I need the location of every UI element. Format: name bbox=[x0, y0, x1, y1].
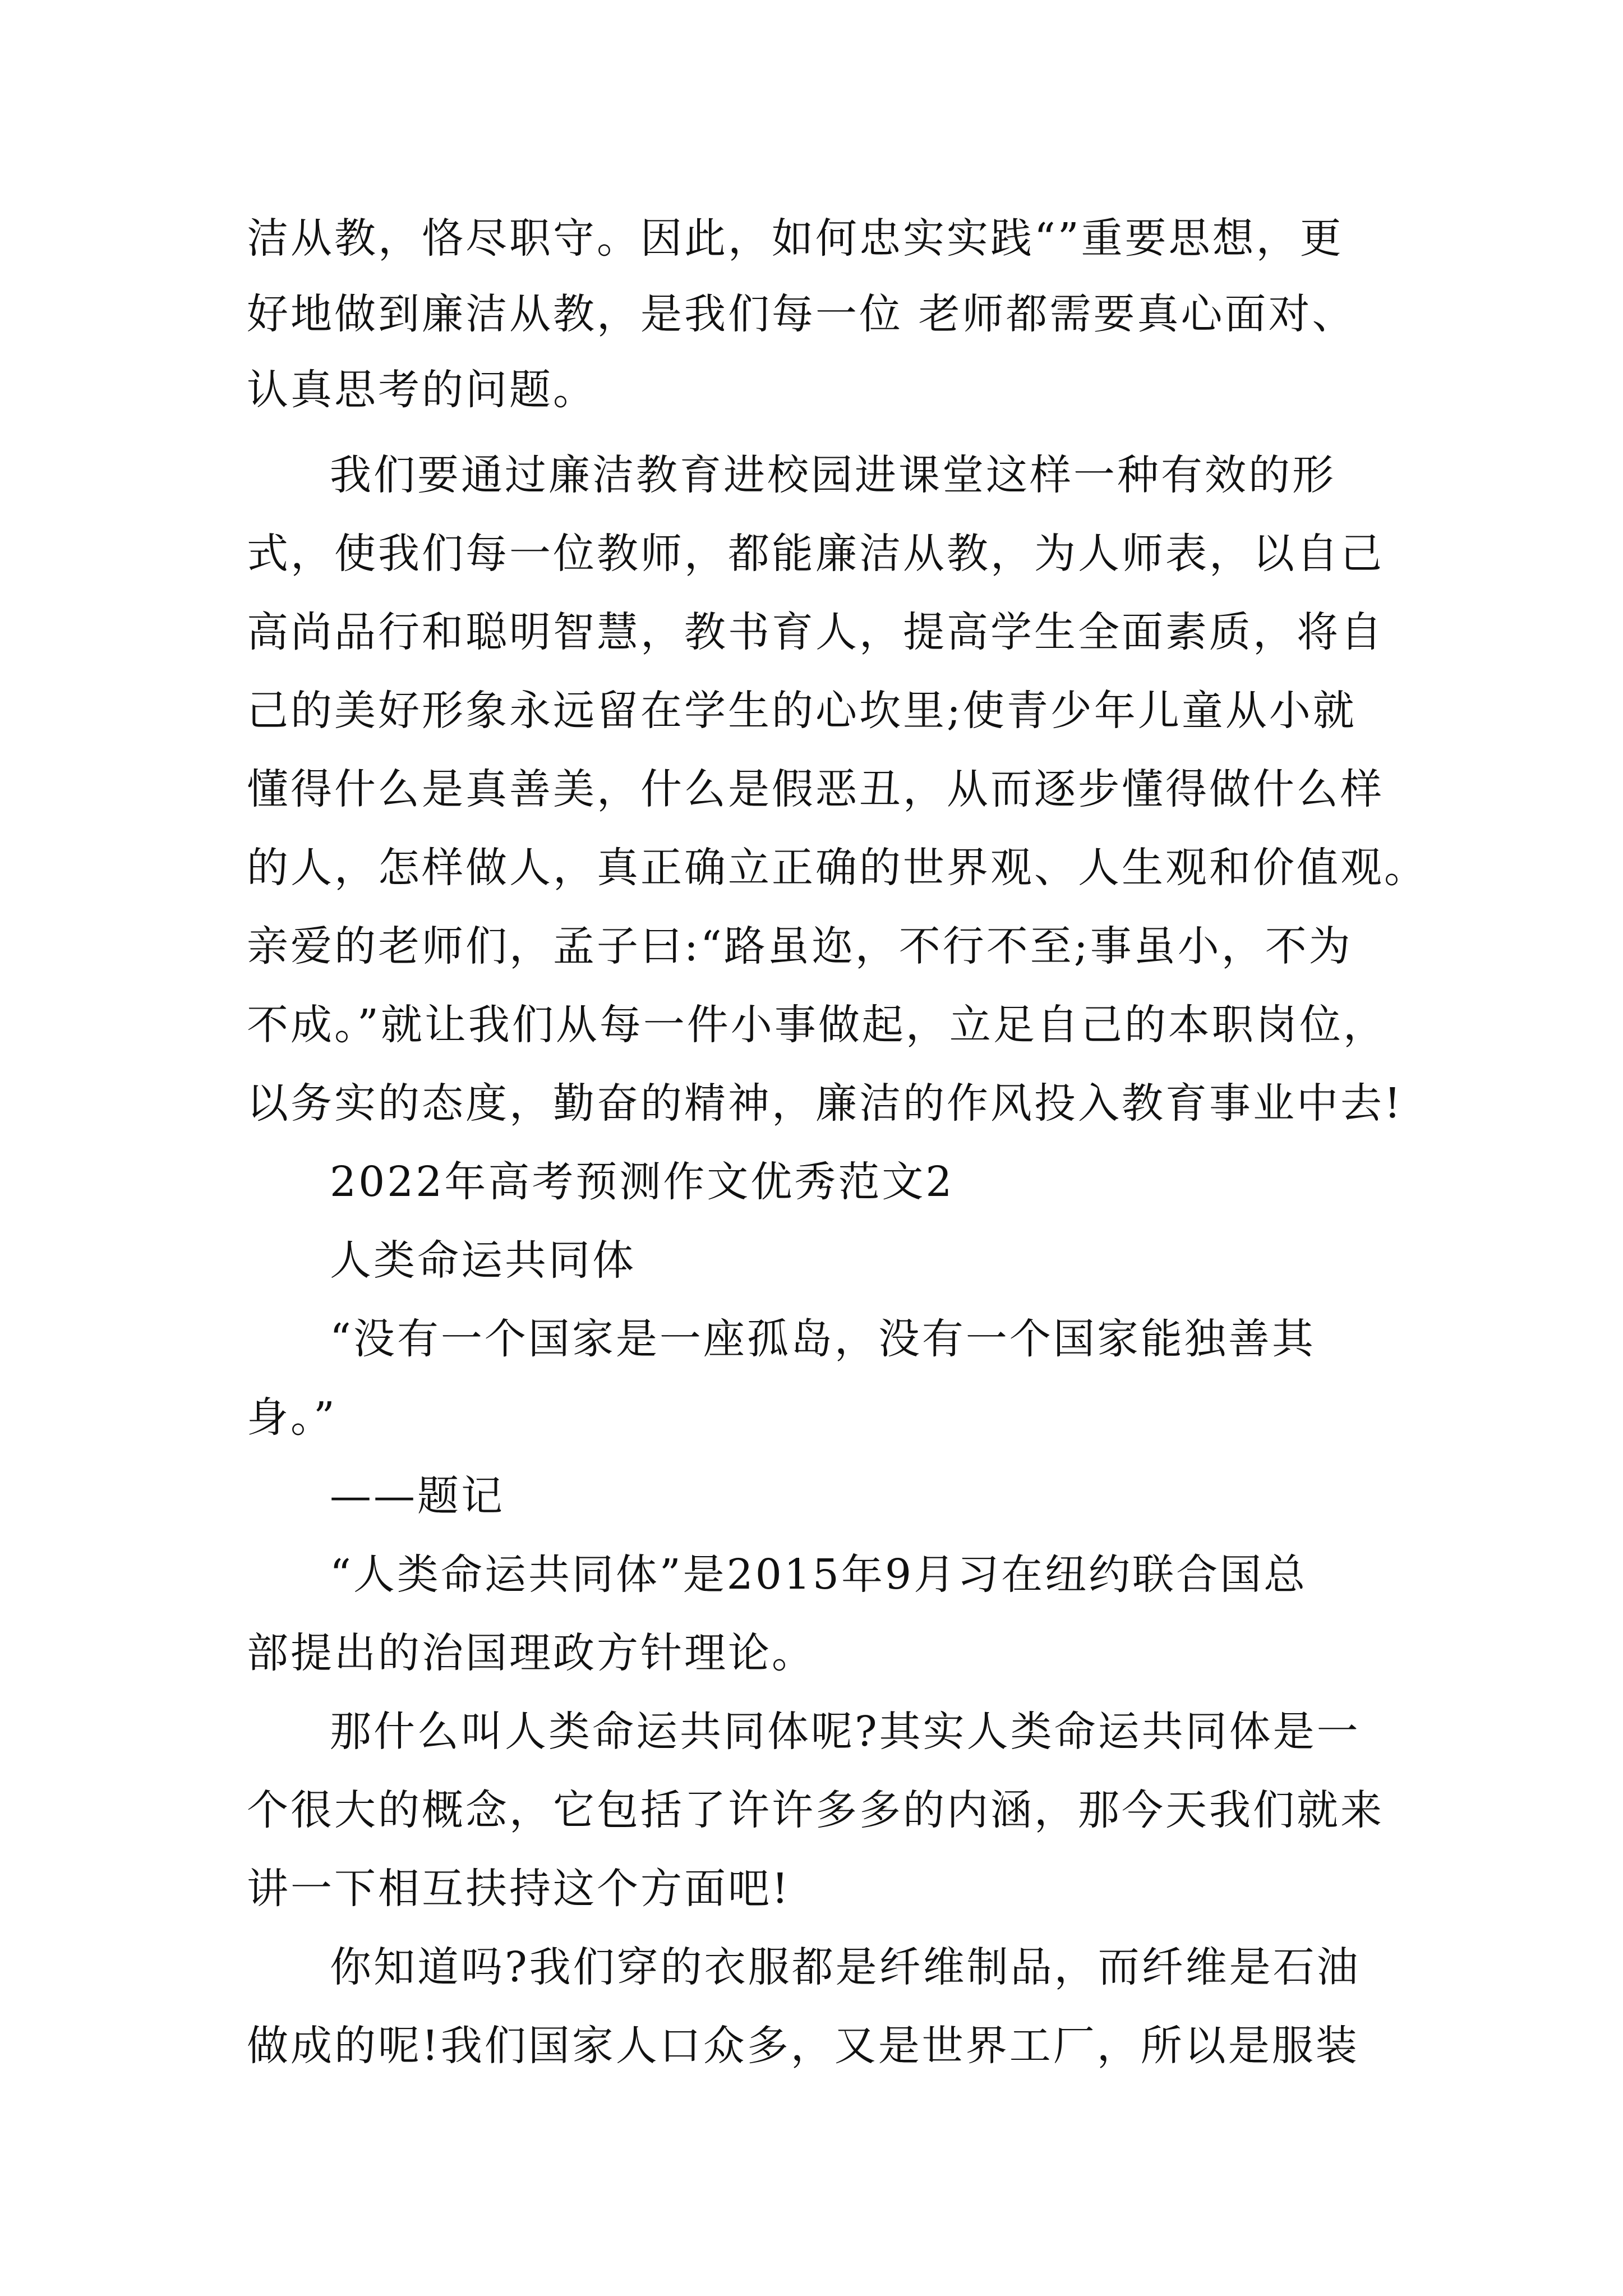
text-line: 部提出的治国理政方针理论。 bbox=[247, 1629, 815, 1677]
section-title: 2022年高考预测作文优秀范文2 bbox=[330, 1158, 955, 1206]
epigraph-attribution: ——题记 bbox=[330, 1472, 505, 1520]
text-line: 亲爱的老师们，孟子曰:“路虽迩，不行不至;事虽小，不为 bbox=[247, 922, 1353, 970]
paragraph-start-line: “人类命运共同体”是2015年9月习在纽约联合国总 bbox=[330, 1550, 1308, 1599]
text-line: 个很大的概念，它包括了许许多多的内涵，那今天我们就来 bbox=[247, 1786, 1384, 1834]
paragraph-start-line: 我们要通过廉洁教育进校园进课堂这样一种有效的形 bbox=[330, 451, 1336, 499]
epigraph-line: 身。” bbox=[247, 1393, 337, 1442]
text-line: 以务实的态度，勤奋的精神，廉洁的作风投入教育事业中去! bbox=[247, 1079, 1403, 1128]
paragraph-start-line: 你知道吗?我们穿的衣服都是纤维制品，而纤维是石油 bbox=[330, 1943, 1361, 1991]
text-line: 高尚品行和聪明智慧，教书育人，提高学生全面素质，将自 bbox=[247, 608, 1384, 656]
epigraph-line: “没有一个国家是一座孤岛，没有一个国家能独善其 bbox=[330, 1315, 1316, 1363]
text-line: 认真思考的问题。 bbox=[247, 366, 597, 414]
text-line: 讲一下相互扶持这个方面吧! bbox=[247, 1865, 791, 1913]
text-line: 懂得什么是真善美，什么是假恶丑，从而逐步懂得做什么样 bbox=[247, 765, 1384, 813]
text-line: 的人，怎样做人，真正确立正确的世界观、人生观和价值观。 bbox=[247, 844, 1428, 892]
paragraph-start-line: 那什么叫人类命运共同体呢?其实人类命运共同体是一 bbox=[330, 1708, 1361, 1756]
text-line: 己的美好形象永远留在学生的心坎里;使青少年儿童从小就 bbox=[247, 687, 1357, 735]
text-line: 式，使我们每一位教师，都能廉洁从教，为人师表，以自己 bbox=[247, 530, 1384, 578]
text-line: 好地做到廉洁从教，是我们每一位 老师都需要真心面对、 bbox=[247, 290, 1356, 338]
essay-title: 人类命运共同体 bbox=[330, 1236, 636, 1285]
text-line: 洁从教，恪尽职守。因此，如何忠实实践“”重要思想，更 bbox=[247, 214, 1344, 263]
text-line: 做成的呢!我们国家人口众多，又是世界工厂，所以是服装 bbox=[247, 2022, 1359, 2070]
text-line: 不成。”就让我们从每一件小事做起，立足自己的本职岗位， bbox=[247, 1001, 1387, 1049]
